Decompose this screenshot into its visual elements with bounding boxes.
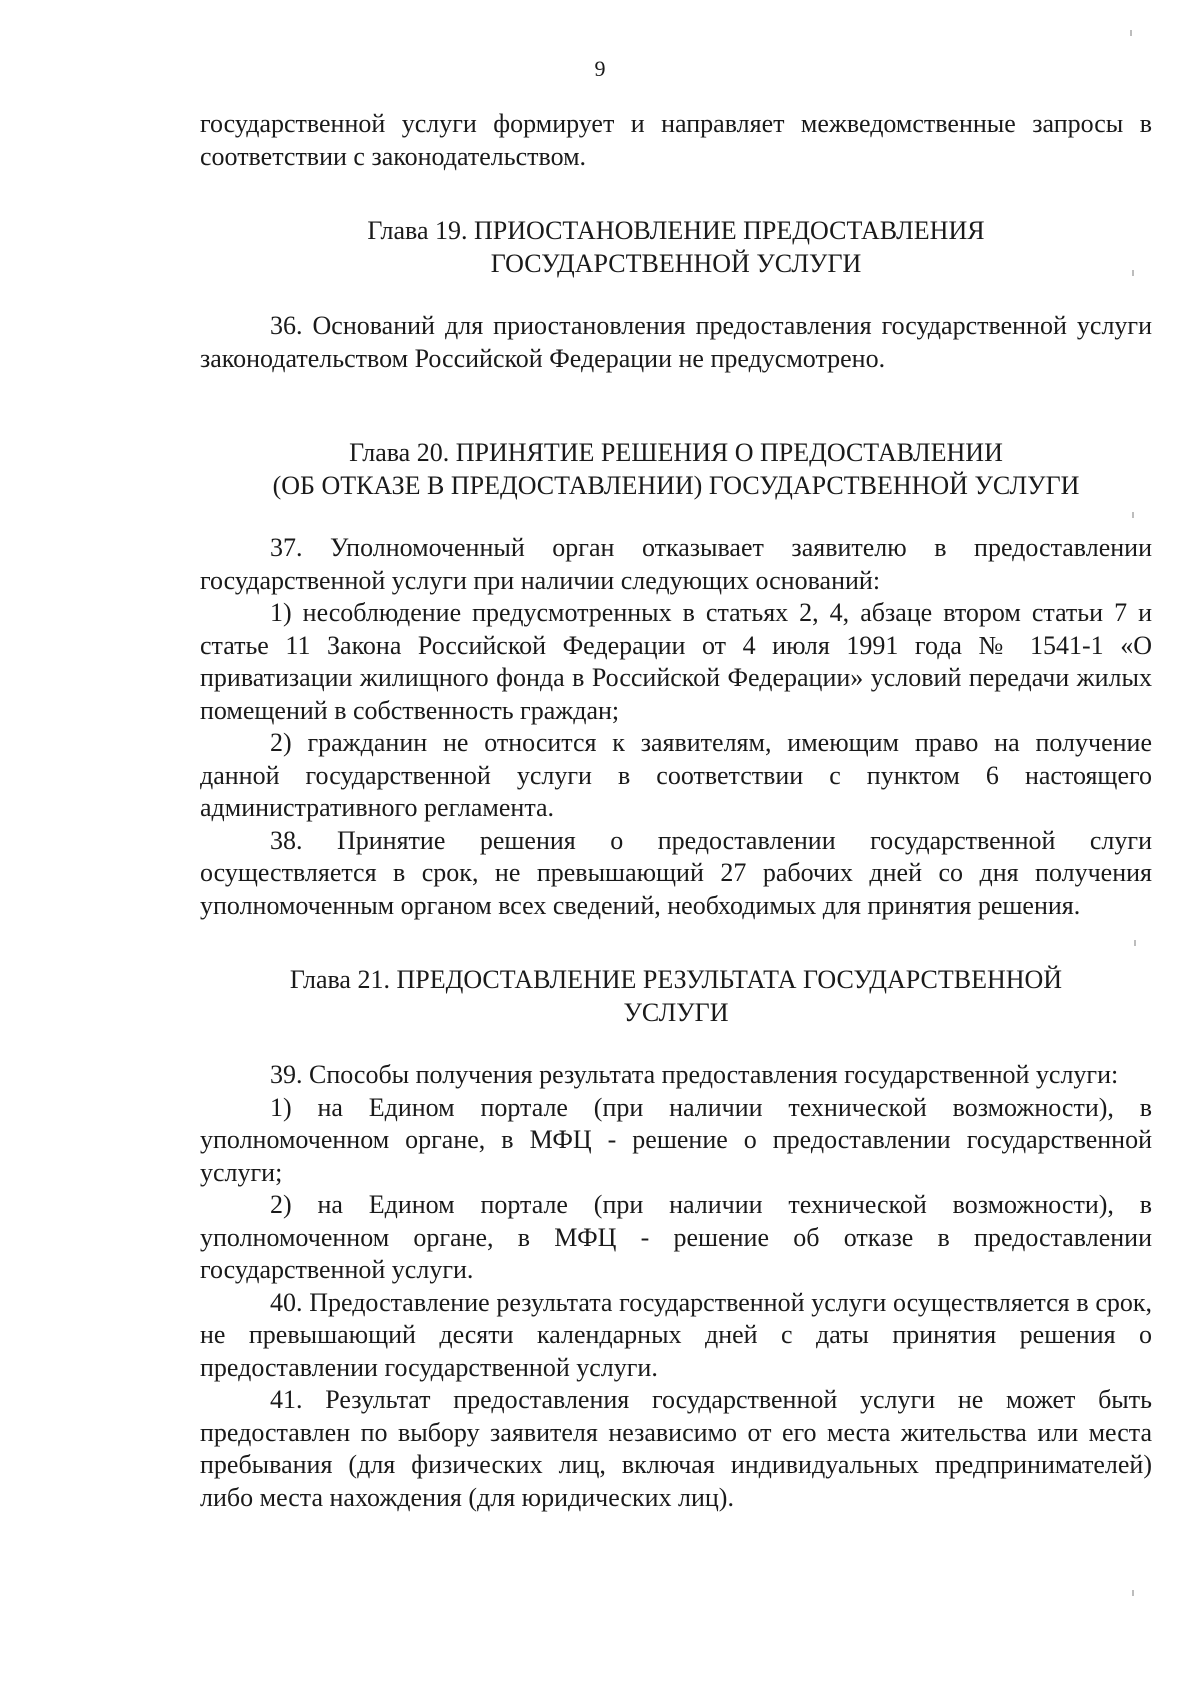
paragraph-37-item-1: 1) несоблюдение предусмотренных в статьях 2, 4, абзаце втором статьи 7 и статье 11 Закона Российской Федерации от 4 июля 1991 года № 1541-1 «О приватизации жилищного фонда в Российской Федерации» условий передачи жилых помещений в собственность граждан;: [200, 598, 1152, 725]
spacer: [200, 922, 1152, 964]
chapter-19-title-line-2: ГОСУДАРСТВЕННОЙ УСЛУГИ: [490, 248, 862, 278]
chapter-21-title-line-1: Глава 21. ПРЕДОСТАВЛЕНИЕ РЕЗУЛЬТАТА ГОСУДАРСТВЕННОЙ: [289, 965, 1063, 994]
page-number: 9: [594, 56, 606, 81]
scan-speck: [1130, 30, 1132, 36]
spacer: [200, 173, 1152, 215]
paragraph-41: 41. Результат предоставления государственной услуги не может быть предоставлен по выбору заявителя независимо от его места жительства или места пребывания (для физических лиц, включая индивидуальных предпринимателей) либо места нахождения (для юридических лиц).: [200, 1385, 1152, 1512]
paragraph-39-item-1: 1) на Едином портале (при наличии технической возможности), в уполномоченном органе, в МФЦ - решение о предоставлении государственной услуги;: [200, 1092, 1152, 1187]
chapter-20-heading: [200, 437, 1152, 502]
paragraph-39-item-2: 2) на Едином портале (при наличии технической возможности), в уполномоченном органе, в МФЦ - решение об отказе в предоставлении государственной услуги.: [200, 1190, 1152, 1284]
intro-paragraph: государственной услуги формирует и направляет межведомственные запросы в соответствии с законодательством.: [200, 109, 1152, 171]
document-body: [200, 108, 1152, 1514]
paragraph-37-item-2: 2) гражданин не относится к заявителям, имеющим право на получение данной государственной услуги в соответствии с пунктом 6 настоящего административного регламента.: [200, 728, 1152, 822]
spacer: [200, 375, 1152, 437]
chapter-20-title-line-2: (ОБ ОТКАЗЕ В ПРЕДОСТАВЛЕНИИ) ГОСУДАРСТВЕННОЙ УСЛУГИ: [272, 470, 1080, 500]
scan-speck: [1132, 1590, 1134, 1596]
paragraph-39: 39. Способы получения результата предоставления государственной услуги:: [270, 1060, 1119, 1089]
chapter-19-heading: [200, 215, 1152, 280]
paragraph-36: 36. Оснований для приостановления предоставления государственной услуги законодательством Российской Федерации не предусмотрено.: [200, 311, 1152, 373]
chapter-19-title-line-1: Глава 19. ПРИОСТАНОВЛЕНИЕ ПРЕДОСТАВЛЕНИЯ: [367, 216, 985, 245]
spacer: [200, 280, 1152, 310]
spacer: [200, 502, 1152, 532]
scan-speck: [1134, 940, 1136, 946]
paragraph-38: 38. Принятие решения о предоставлении государственной слуги осуществляется в срок, не превышающий 27 рабочих дней со дня получения уполномоченным органом всех сведений, необходимых для принятия решения.: [200, 825, 1152, 920]
paragraph-37: 37. Уполномоченный орган отказывает заявителю в предоставлении государственной услуги при наличии следующих оснований:: [200, 533, 1152, 595]
scan-speck: [1132, 270, 1134, 276]
spacer: [200, 1029, 1152, 1059]
chapter-21-heading: [200, 964, 1152, 1029]
scan-speck: [1132, 512, 1134, 518]
chapter-20-title-line-1: Глава 20. ПРИНЯТИЕ РЕШЕНИЯ О ПРЕДОСТАВЛЕНИИ: [349, 438, 1003, 467]
chapter-21-title-line-2: УСЛУГИ: [623, 997, 729, 1027]
paragraph-40: 40. Предоставление результата государственной услуги осуществляется в срок, не превышающий десяти календарных дней с даты принятия решения о предоставлении государственной услуги.: [200, 1287, 1152, 1382]
